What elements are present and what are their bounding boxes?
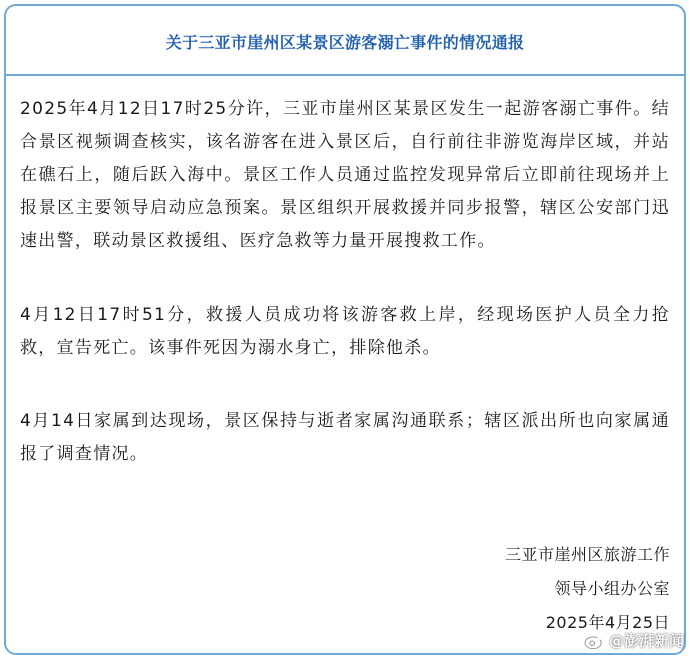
- notice-title: 关于三亚市崖州区某景区游客溺亡事件的情况通报: [165, 33, 525, 52]
- signature-org-line2: 领导小组办公室: [554, 579, 670, 598]
- signature-date: 2025年4月25日: [545, 613, 670, 632]
- paragraph-incident: 2025年4月12日17时25分许，三亚市崖州区某景区发生一起游客溺亡事件。结合景区视频调查核实，该名游客在进入景区后，自行前往非游览海岸区域，并站在礁石上，随后跃入海中。景区工作人员通过监控发现异常后立即前往现场并上报景区主要领导启动应急预案。景区组织开展救援并同步报警，辖区公安部门迅速出警，联动景区救援组、医疗急救等力量开展搜救工作。: [20, 99, 670, 251]
- paragraph-family: 4月14日家属到达现场，景区保持与逝者家属沟通联系；辖区派出所也向家属通报了调查情况。: [20, 411, 670, 464]
- signature-org-line1: 三亚市崖州区旅游工作: [504, 545, 670, 564]
- watermark-text: @澎湃新闻: [608, 632, 684, 650]
- title-bar: [6, 6, 684, 76]
- notice-card: [4, 4, 686, 655]
- watermark: [583, 630, 684, 651]
- paragraph-rescue: 4月12日17时51分，救援人员成功将该游客救上岸，经现场医护人员全力抢救，宣告死亡。该事件死因为溺水身亡，排除他杀。: [20, 305, 670, 358]
- weibo-icon: [583, 632, 605, 650]
